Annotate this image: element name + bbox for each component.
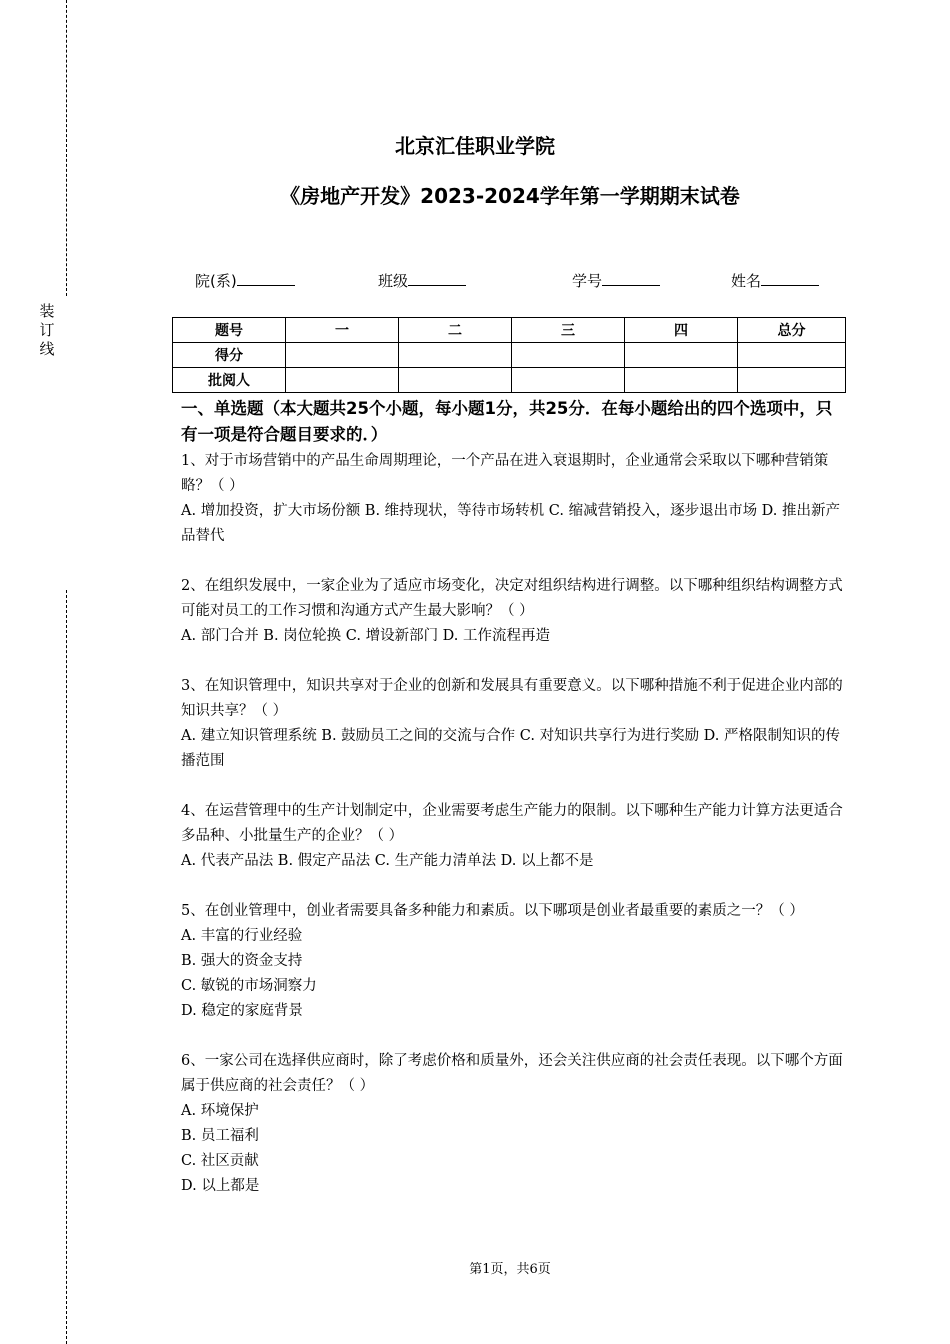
score-table-cell: 一 [286,318,399,343]
binding-char: 线 [39,340,55,358]
exam-title: 《房地产开发》2023-2024学年第一学期期末试卷 [280,184,740,208]
binding-char: 订 [39,321,55,339]
question-options: A. 增加投资，扩大市场份额 B. 维持现状，等待市场转机 C. 缩减营销投入，逐步退出市场 D. 推出新产品替代 [181,503,841,544]
score-table-cell: 总分 [738,318,846,343]
score-table-cell: 题号 [173,318,286,343]
student-id-label: 学号 [572,272,603,290]
question-options: A. 部门合并 B. 岗位轮换 C. 增设新部门 D. 工作流程再造 [181,628,551,644]
score-cell [625,343,738,368]
question-stem: 6、一家公司在选择供应商时，除了考虑价格和质量外，还会关注供应商的社会责任表现。以下哪个方面属于供应商的社会责任？（ ） [181,1053,843,1094]
department-label: 院(系) [195,272,237,290]
school-title: 北京汇佳职业学院 [395,134,555,158]
grader-cell [286,368,399,393]
question-stem: 1、对于市场营销中的产品生命周期理论，一个产品在进入衰退期时，企业通常会采取以下哪种营销策略？（ ） [181,453,829,494]
binding-label [38,302,56,359]
question-3 [181,674,846,774]
question-option: A. 环境保护 [181,1103,259,1119]
score-cell [399,343,512,368]
score-table-cell: 二 [399,318,512,343]
department-blank [237,271,295,286]
question-6 [181,1049,846,1199]
score-table-row [173,343,846,368]
question-1 [181,449,846,549]
question-stem: 3、在知识管理中，知识共享对于企业的创新和发展具有重要意义。以下哪种措施不利于促进企业内部的知识共享？（ ） [181,678,843,719]
binding-char: 装 [39,302,55,320]
score-cell [512,343,625,368]
score-cell [738,343,846,368]
score-table-cell: 四 [625,318,738,343]
class-field [378,270,466,291]
question-option: D. 以上都是 [181,1178,260,1194]
name-field [731,270,819,291]
score-table-header-row [173,318,846,343]
question-option: A. 丰富的行业经验 [181,928,303,944]
department-field [195,270,295,291]
student-id-blank [602,271,660,286]
score-table-row-label: 得分 [173,343,286,368]
score-table [172,317,846,393]
question-option: B. 员工福利 [181,1128,259,1144]
grader-cell [399,368,512,393]
name-label: 姓名 [731,272,762,290]
class-label: 班级 [378,272,409,290]
score-table-cell: 三 [512,318,625,343]
question-option: C. 社区贡献 [181,1153,259,1169]
page-footer: 第1页，共6页 [469,1262,551,1277]
question-4 [181,799,846,874]
binding-line-bottom [66,590,67,1344]
score-table-row [173,368,846,393]
grader-cell [625,368,738,393]
section-heading: 一、单选题（本大题共25个小题，每小题1分，共25分．在每小题给出的四个选项中，只有一项是符合题目要求的．） [181,399,833,444]
name-blank [761,271,819,286]
question-option: D. 稳定的家庭背景 [181,1003,303,1019]
question-stem: 2、在组织发展中，一家企业为了适应市场变化，决定对组织结构进行调整。以下哪种组织结构调整方式可能对员工的工作习惯和沟通方式产生最大影响？（ ） [181,578,843,619]
question-5 [181,899,846,1024]
question-2 [181,574,846,649]
score-table-row-label: 批阅人 [173,368,286,393]
question-stem: 5、在创业管理中，创业者需要具备多种能力和素质。以下哪项是创业者最重要的素质之一？（ ） [181,903,804,919]
question-stem: 4、在运营管理中的生产计划制定中，企业需要考虑生产能力的限制。以下哪种生产能力计算方法更适合多品种、小批量生产的企业？（ ） [181,803,843,844]
grader-cell [512,368,625,393]
class-blank [408,271,466,286]
student-id-field [572,270,660,291]
question-option: B. 强大的资金支持 [181,953,303,969]
exam-content [181,396,846,1224]
question-options: A. 代表产品法 B. 假定产品法 C. 生产能力清单法 D. 以上都不是 [181,853,594,869]
question-options: A. 建立知识管理系统 B. 鼓励员工之间的交流与合作 C. 对知识共享行为进行奖励 D. 严格限制知识的传播范围 [181,728,841,769]
score-cell [286,343,399,368]
grader-cell [738,368,846,393]
question-option: C. 敏锐的市场洞察力 [181,978,317,994]
